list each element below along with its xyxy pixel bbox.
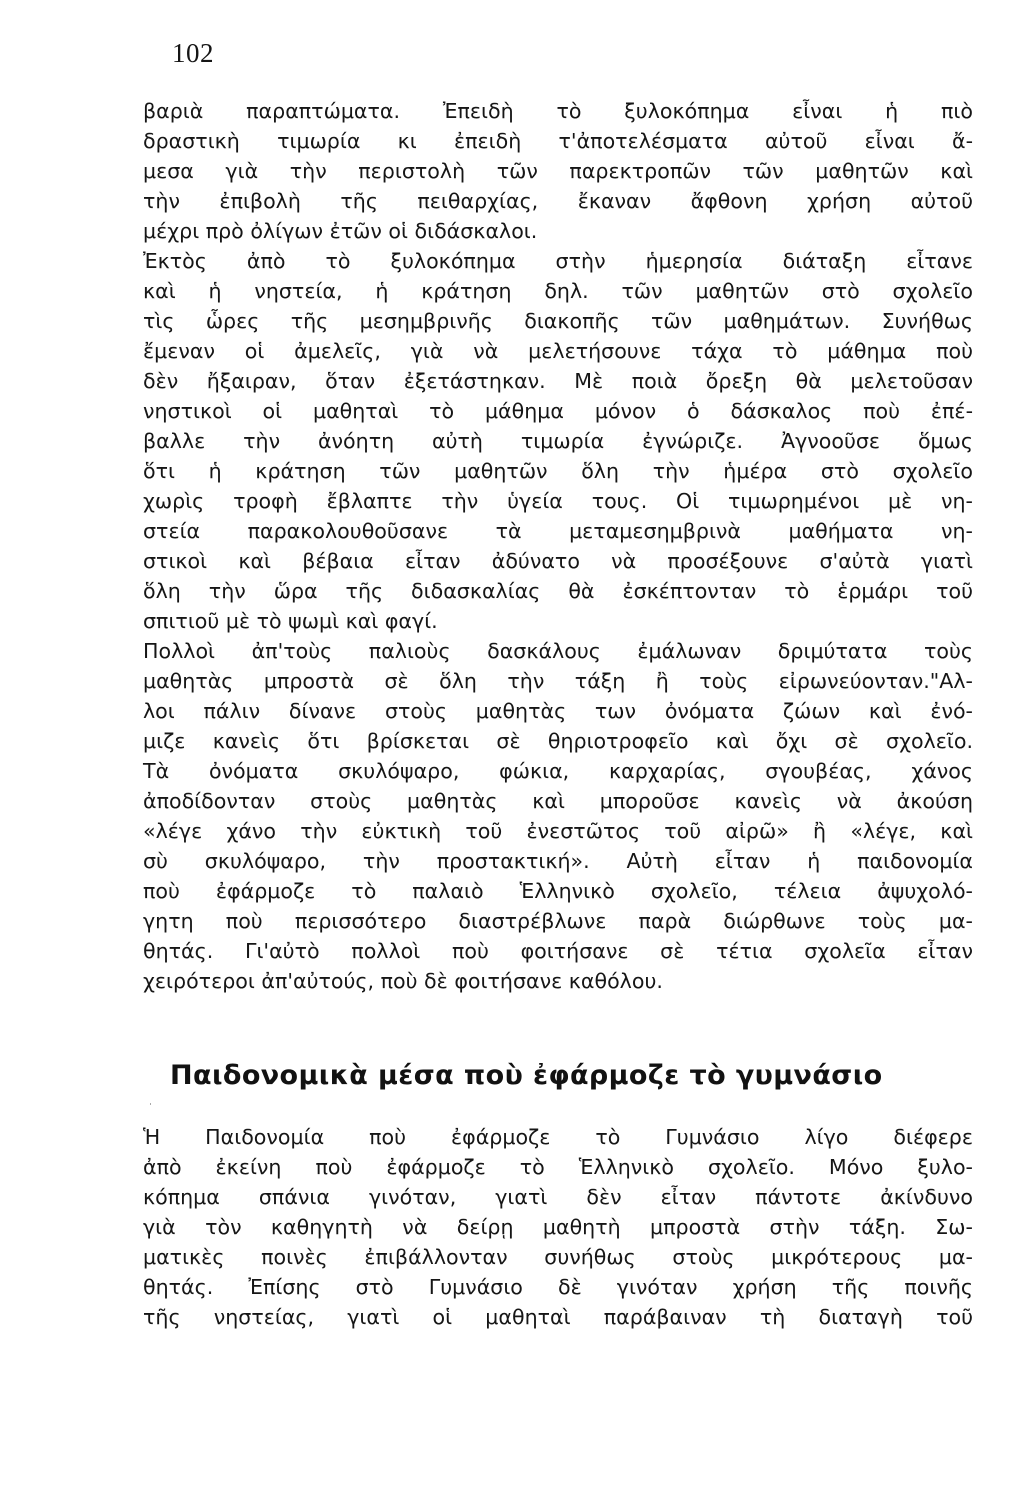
text-line: νηστικοὶ οἱ μαθηταὶ τὸ μάθημα μόνον ὁ δάσκαλος ποὺ ἐπέ- [143, 399, 973, 423]
text-line: ἔμεναν οἱ ἀμελεῖς, γιὰ νὰ μελετήσουνε τάχα τὸ μάθημα ποὺ [143, 339, 973, 363]
text-line: Πολλοὶ ἀπ'τοὺς παλιοὺς δασκάλους ἐμάλωναν δριμύτατα τοὺς [143, 639, 973, 663]
text-line: ὅτι ἡ κράτηση τῶν μαθητῶν ὅλη τὴν ἡμέρα στὸ σχολεῖο [143, 459, 973, 483]
body-text-block-1 [143, 96, 973, 996]
text-line: Ἐκτὸς ἀπὸ τὸ ξυλοκόπημα στὴν ἡμερησία διάταξη εἶτανε [143, 249, 973, 273]
text-line: μαθητὰς μπροστὰ σὲ ὅλη τὴν τάξη ἢ τοὺς εἰρωνεύονταν."Αλ- [143, 669, 973, 693]
text-line: θητάς. Γι'αὐτὸ πολλοὶ ποὺ φοιτήσανε σὲ τέτια σχολεῖα εἶταν [143, 939, 973, 963]
text-line: ἀποδίδονταν στοὺς μαθητὰς καὶ μποροῦσε κανεὶς νὰ ἀκούση [143, 789, 973, 813]
text-line: χειρότεροι ἀπ'αὐτούς, ποὺ δὲ φοιτήσανε καθόλου. [143, 969, 663, 993]
text-line: ἀπὸ ἐκείνη ποὺ ἐφάρμοζε τὸ Ἑλληνικὸ σχολεῖο. Μόνο ξυλο- [143, 1155, 973, 1179]
text-line: λοι πάλιν δίνανε στοὺς μαθητὰς των ὀνόματα ζώων καὶ ἐνό- [143, 699, 973, 723]
text-line: τὶς ὧρες τῆς μεσημβρινῆς διακοπῆς τῶν μαθημάτων. Συνήθως [143, 309, 973, 333]
text-line: στεία παρακολουθοῦσανε τὰ μεταμεσημβρινὰ μαθήματα νη- [143, 519, 973, 543]
text-line: Τὰ ὀνόματα σκυλόψαρο, φώκια, καρχαρίας, σγουβέας, χάνος [143, 759, 973, 783]
page-number: 102 [172, 38, 214, 68]
text-line: μεσα γιὰ τὴν περιστολὴ τῶν παρεκτροπῶν τῶν μαθητῶν καὶ [143, 159, 973, 183]
text-line: μιζε κανεὶς ὅτι βρίσκεται σὲ θηριοτροφεῖο καὶ ὄχι σὲ σχολεῖο. [143, 729, 973, 753]
text-line: βαλλε τὴν ἀνόητη αὐτὴ τιμωρία ἐγνώριζε. Ἀγνοοῦσε ὅμως [143, 429, 973, 453]
text-line: Ἡ Παιδονομία ποὺ ἐφάρμοζε τὸ Γυμνάσιο λίγο διέφερε [143, 1125, 973, 1149]
text-line: καὶ ἡ νηστεία, ἡ κράτηση δηλ. τῶν μαθητῶν στὸ σχολεῖο [143, 279, 973, 303]
body-text-block-2 [143, 1122, 973, 1332]
text-line: «λέγε χάνο τὴν εὐκτικὴ τοῦ ἐνεστῶτος τοῦ αἰρῶ» ἢ «λέγε, καὶ [143, 819, 973, 843]
text-line: ποὺ ἐφάρμοζε τὸ παλαιὸ Ἑλληνικὸ σχολεῖο, τέλεια ἀψυχολό- [143, 879, 973, 903]
text-line: ματικὲς ποινὲς ἐπιβάλλονταν συνήθως στοὺς μικρότερους μα- [143, 1245, 973, 1269]
text-line: μέχρι πρὸ ὀλίγων ἐτῶν οἱ διδάσκαλοι. [143, 219, 538, 243]
text-line: γητη ποὺ περισσότερο διαστρέβλωνε παρὰ διώρθωνε τοὺς μα- [143, 909, 973, 933]
text-line: θητάς. Ἐπίσης στὸ Γυμνάσιο δὲ γινόταν χρήση τῆς ποινῆς [143, 1275, 973, 1299]
text-line: σὺ σκυλόψαρο, τὴν προστακτική». Αὐτὴ εἶταν ἡ παιδονομία [143, 849, 973, 873]
text-line: σπιτιοῦ μὲ τὸ ψωμὶ καὶ φαγί. [143, 609, 438, 633]
text-line: δραστικὴ τιμωρία κι ἐπειδὴ τ'ἀποτελέσματα αὐτοῦ εἶναι ἄ- [143, 129, 973, 153]
text-line: ὅλη τὴν ὥρα τῆς διδασκαλίας θὰ ἐσκέπτονταν τὸ ἑρμάρι τοῦ [143, 579, 973, 603]
section-heading: Παιδονομικὰ μέσα ποὺ ἐφάρμοζε τὸ γυμνάσιο [170, 1060, 883, 1091]
text-line: κόπημα σπάνια γινόταν, γιατὶ δὲν εἶταν πάντοτε ἀκίνδυνο [143, 1185, 973, 1209]
print-speck: ˙ [148, 1103, 153, 1114]
text-line: γιὰ τὸν καθηγητὴ νὰ δείρῃ μαθητὴ μπροστὰ στὴν τάξη. Σω- [143, 1215, 973, 1239]
text-line: τῆς νηστείας, γιατὶ οἱ μαθηταὶ παράβαιναν τὴ διαταγὴ τοῦ [143, 1305, 973, 1329]
text-line: στικοὶ καὶ βέβαια εἶταν ἀδύνατο νὰ προσέξουνε σ'αὐτὰ γιατὶ [143, 549, 973, 573]
text-line: δὲν ἤξαιραν, ὅταν ἐξετάστηκαν. Μὲ ποιὰ ὄρεξη θὰ μελετοῦσαν [143, 369, 973, 393]
text-line: χωρὶς τροφὴ ἔβλαπτε τὴν ὑγεία τους. Οἱ τιμωρημένοι μὲ νη- [143, 489, 973, 513]
text-line: βαριὰ παραπτώματα. Ἐπειδὴ τὸ ξυλοκόπημα εἶναι ἡ πιὸ [143, 99, 973, 123]
text-line: τὴν ἐπιβολὴ τῆς πειθαρχίας, ἔκαναν ἄφθονη χρήση αὐτοῦ [143, 189, 973, 213]
